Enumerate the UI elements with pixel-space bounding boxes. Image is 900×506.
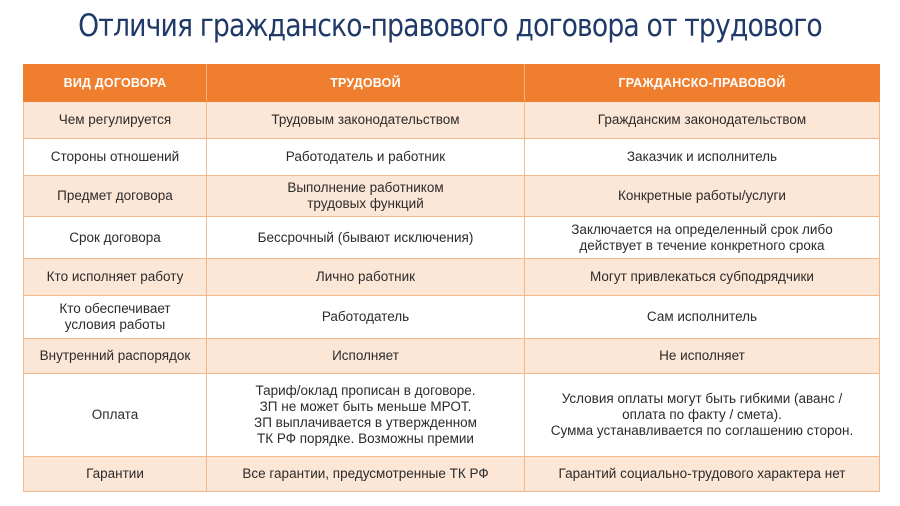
column-header-labor: ТРУДОВОЙ — [207, 65, 525, 102]
labor-value: Тариф/оклад прописан в договоре. ЗП не может быть меньше МРОТ. ЗП выплачивается в утвержденном ТК РФ порядке. Возможны премии — [254, 382, 477, 446]
row-aspect: Оплата — [91, 406, 139, 422]
civil-value: Гарантий социально-трудового характера нет — [558, 466, 846, 482]
column-header-type: ВИД ДОГОВОРА — [24, 65, 207, 102]
row-aspect: Чем регулируется — [58, 111, 172, 127]
labor-cell — [207, 175, 525, 217]
civil-value: Гражданским законодательством — [597, 111, 807, 127]
row-aspect-cell — [24, 373, 207, 457]
labor-cell — [207, 457, 525, 492]
row-aspect-cell — [24, 175, 207, 217]
row-aspect-cell — [24, 457, 207, 492]
table-header — [24, 65, 880, 102]
row-aspect: Предмет договора — [57, 187, 173, 203]
labor-value: Бессрочный (бывают исключения) — [257, 229, 474, 245]
row-aspect: Кто исполняет работу — [46, 269, 184, 285]
row-aspect-cell — [24, 102, 207, 139]
row-aspect-cell — [24, 259, 207, 296]
row-aspect: Стороны отношений — [50, 148, 180, 164]
row-aspect: Срок договора — [69, 229, 161, 245]
row-aspect-cell — [24, 338, 207, 373]
civil-cell — [525, 102, 880, 139]
table-row — [24, 102, 880, 139]
civil-cell — [525, 259, 880, 296]
header-row — [24, 65, 880, 102]
row-aspect: Кто обеспечивает условия работы — [59, 300, 171, 332]
civil-cell — [525, 457, 880, 492]
table-row — [24, 457, 880, 492]
row-aspect: Гарантии — [86, 466, 144, 482]
comparison-table — [23, 64, 880, 492]
table-row — [24, 295, 880, 338]
row-aspect-cell — [24, 295, 207, 338]
civil-value: Конкретные работы/услуги — [618, 187, 786, 203]
labor-value: Трудовым законодательством — [271, 111, 460, 127]
civil-value: Условия оплаты могут быть гибкими (аванс / оплата по факту / смета). Сумма устанавливается по соглашению сторон. — [550, 390, 854, 438]
civil-value: Могут привлекаться субподрядчики — [590, 269, 814, 285]
civil-value: Заказчик и исполнитель — [626, 148, 778, 164]
labor-cell — [207, 259, 525, 296]
labor-cell — [207, 138, 525, 175]
civil-value: Заключается на определенный срок либо действует в течение конкретного срока — [571, 221, 833, 253]
civil-cell — [525, 373, 880, 457]
labor-value: Все гарантии, предусмотренные ТК РФ — [242, 466, 489, 482]
labor-cell — [207, 295, 525, 338]
table-row — [24, 373, 880, 457]
table-body — [24, 102, 880, 492]
table-row — [24, 175, 880, 217]
civil-cell — [525, 295, 880, 338]
labor-cell — [207, 217, 525, 259]
labor-cell — [207, 102, 525, 139]
column-header-civil: ГРАЖДАНСКО-ПРАВОВОЙ — [525, 65, 880, 102]
labor-cell — [207, 373, 525, 457]
civil-cell — [525, 217, 880, 259]
civil-cell — [525, 175, 880, 217]
table-row — [24, 338, 880, 373]
labor-value: Лично работник — [315, 269, 416, 285]
page-title: Отличия гражданско-правового договора от трудового — [78, 8, 822, 44]
table-row — [24, 217, 880, 259]
row-aspect-cell — [24, 138, 207, 175]
row-aspect-cell — [24, 217, 207, 259]
labor-value: Исполняет — [332, 347, 399, 363]
labor-value: Работодатель — [321, 308, 410, 324]
labor-value: Выполнение работником трудовых функций — [287, 179, 444, 211]
table-row — [24, 259, 880, 296]
civil-value: Не исполняет — [659, 347, 745, 363]
civil-value: Сам исполнитель — [646, 308, 758, 324]
row-aspect: Внутренний распорядок — [39, 347, 191, 363]
civil-cell — [525, 138, 880, 175]
civil-cell — [525, 338, 880, 373]
table-row — [24, 138, 880, 175]
labor-cell — [207, 338, 525, 373]
labor-value: Работодатель и работник — [285, 148, 446, 164]
